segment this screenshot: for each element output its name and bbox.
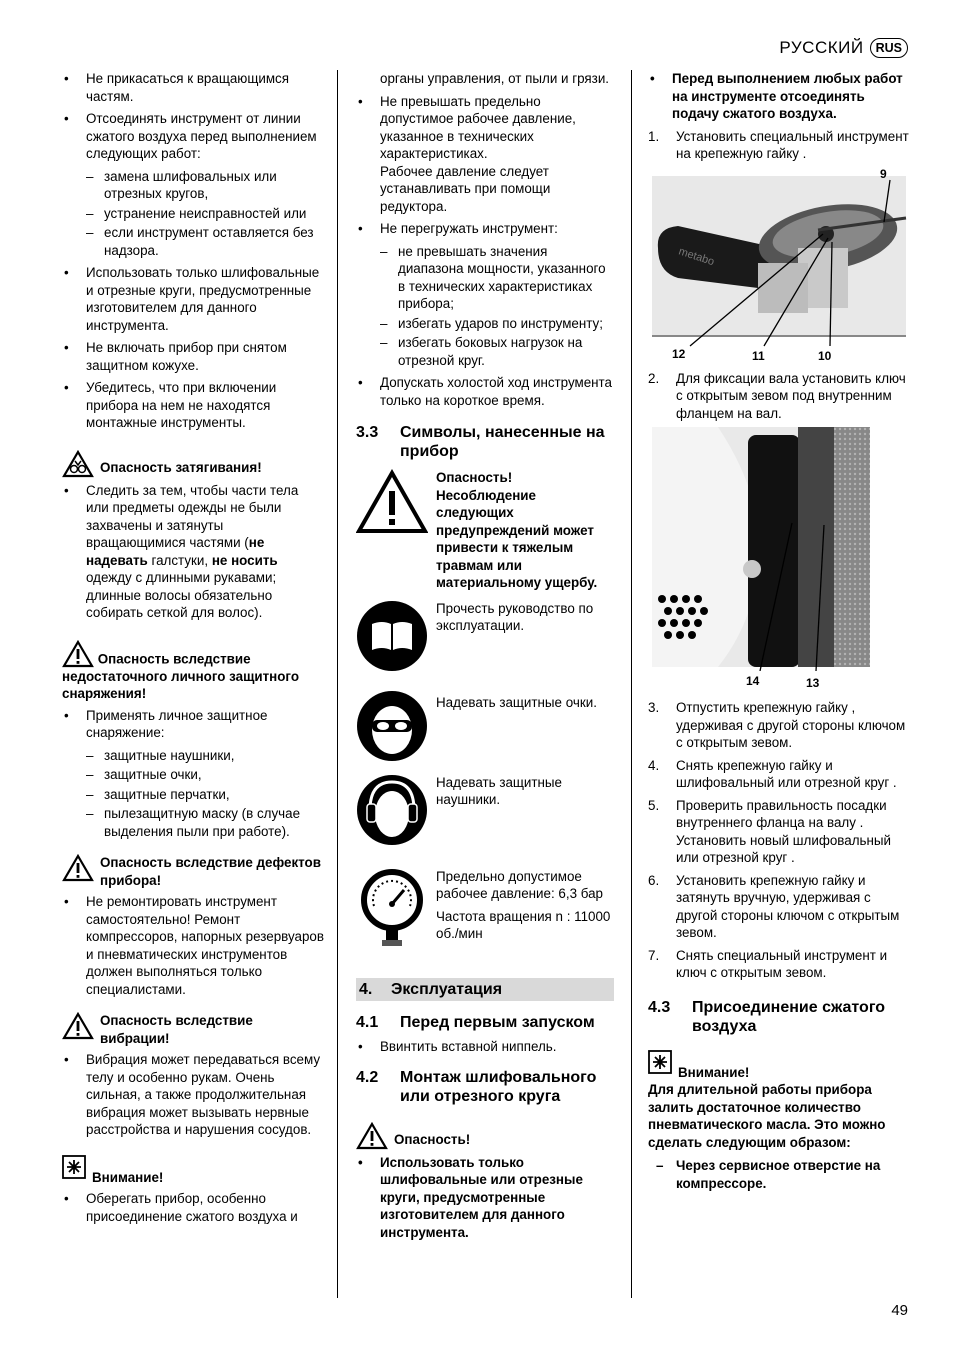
column-left (62, 70, 324, 1230)
section-4-heading: 4. Эксплуатация (356, 978, 614, 1001)
safety-goggles-icon (356, 690, 428, 762)
column-middle (356, 70, 614, 1246)
bullet: • Ввинтить вставной ниппель. (356, 1038, 614, 1056)
warning-triangle-icon (62, 640, 94, 668)
label-9: 9 (880, 166, 887, 181)
step-2: 2. Для фиксации вала установить ключ с открытым зевом под внутренним фланцем на вал. (648, 370, 906, 421)
section-3-3-heading: 3.3 Символы, нанесенные на прибор (356, 424, 605, 460)
step-4: 4. Снять крепежную гайку и шлифовальный или отрезной круг . (648, 757, 897, 790)
bullet: • Не перегружать инструмент: (356, 220, 614, 238)
dash-item: – защитные очки, (62, 766, 324, 784)
figure-grinder-tool (648, 166, 910, 363)
continued-text: органы управления, от пыли и грязи. (380, 71, 610, 86)
language-badge: RUS (870, 38, 908, 58)
notice-body: Для длительной работы прибора залить достаточное количество пневматического масла. Это можно сделать следующим образом: (648, 1082, 886, 1150)
label-12: 12 (672, 346, 686, 361)
ear-protection-icon (356, 774, 428, 846)
label-11: 11 (752, 348, 765, 363)
label-13: 13 (806, 676, 820, 690)
warning-vibration: Опасность вследствие вибрации! (62, 1012, 324, 1047)
page-header (779, 38, 908, 58)
step-7: 7. Снять специальный инструмент и ключ с открытым зевом. (648, 947, 888, 980)
warning-triangle-icon (62, 854, 94, 882)
bullet: • Убедитесь, что при включении прибора на нем не находятся монтажные инструменты. (62, 379, 324, 432)
warning-entanglement: Опасность затягивания! (62, 450, 324, 478)
bullet: • Не превышать предельно допустимое рабочее давление, указанное в технических характеристиках. Рабочее давление следует устанавливать при помощи редуктора. (356, 93, 614, 216)
label-10: 10 (818, 348, 832, 363)
dash-item: – не превышать значения диапазона мощности, указанного в технических характеристиках прибора; (356, 243, 614, 313)
warning-danger: Опасность! (356, 1122, 614, 1150)
grinder-flange-photo (648, 427, 910, 671)
step-6: 6. Установить крепежную гайку и затянуть вручную, удерживая с другой стороны ключом с открытым зевом. (648, 872, 900, 940)
dash-item: – защитные наушники, (62, 747, 324, 765)
label-14: 14 (746, 674, 760, 688)
symbol-ear-protection: Надевать защитные наушники. (356, 774, 614, 860)
step-5: 5. Проверить правильность посадки внутреннего фланца на валу . Установить новый шлифовальный или отрезной круг . (648, 797, 891, 865)
pressure-gauge-icon (356, 868, 428, 948)
symbol-manual: Прочесть руководство по эксплуатации. (356, 600, 614, 676)
bullet: • Следить за тем, чтобы части тела или предметы одежды не были захвачены и затянуты вращающимися частями (не надевать галстуки, не носить одежду с длинными рукавами; длинные волосы обязательно собирать сеткой для волос). (62, 482, 324, 622)
dash-item: – замена шлифовальных или отрезных кругов, (62, 168, 324, 203)
bullet: • Оберегать прибор, особенно присоединение сжатого воздуха и (62, 1190, 324, 1225)
bullet: • Не ремонтировать инструмент самостоятельно! Ремонт компрессоров, напорных резервуаров и пневматических инструментов должен выполняться только специалистами. (62, 893, 324, 998)
bullet: • Вибрация может передаваться всему телу и особенно рукам. Очень сильная, а также продолжительная вибрация может вызывать нервные расстройства и нарушения сосудов. (62, 1051, 324, 1139)
section-4-1-heading: 4.1 Перед первым запуском (356, 1014, 595, 1031)
figure-wrench-flange (648, 427, 910, 693)
bullet: • Использовать только шлифовальные и отрезные круги, предусмотренные изготовителем для данного инструмента. (62, 264, 324, 334)
section-4-2-heading: 4.2 Монтаж шлифовального или отрезного круга (356, 1068, 597, 1105)
warning-protective-gear: Опасность вследствие недостаточного личного защитного снаряжения! (62, 640, 324, 703)
notice-icon (62, 1155, 86, 1179)
bullet: • Не прикасаться к вращающимся частям. (62, 70, 324, 105)
symbol-pressure: Предельно допустимое рабочее давление: 6,3 бар Частота вращения n : 11000 об./мин (356, 868, 614, 953)
danger-triangle-icon (356, 469, 428, 535)
symbol-goggles: Надевать защитные очки. (356, 684, 614, 766)
notice-icon (648, 1050, 672, 1074)
dash-item: – избегать ударов по инструменту; (356, 315, 614, 333)
notice-oil: Внимание! (648, 1050, 910, 1082)
bullet: • Отсоединять инструмент от линии сжатого воздуха перед выполнением следующих работ: (62, 110, 324, 163)
section-4-3-heading: 4.3 Присоединение сжатого воздуха (648, 998, 886, 1035)
svg-text:metabo: metabo (677, 244, 716, 268)
warning-triangle-icon (356, 1122, 388, 1150)
entanglement-warning-icon (62, 450, 94, 478)
bullet: • Использовать только шлифовальные или отрезные круги, предусмотренные изготовителем для данного инструмента. (356, 1154, 614, 1242)
dash-item: – устранение неисправностей или (62, 205, 324, 223)
dash-item: – если инструмент оставляется без надзора. (62, 224, 324, 259)
dash-item: – пылезащитную маску (в случае выделения пыли при работе). (62, 805, 324, 840)
column-divider-2 (631, 70, 632, 1298)
dash-item: – Через сервисное отверстие на компрессоре. (648, 1157, 910, 1192)
bullet: • Применять личное защитное снаряжение: (62, 707, 324, 742)
page-number: 49 (891, 1302, 908, 1319)
dash-item: – избегать боковых нагрузок на отрезной круг. (356, 334, 614, 369)
read-manual-icon (356, 600, 428, 672)
symbol-danger: Опасность! Несоблюдение следующих предупреждений может привести к тяжелым травмам или материальному ущербу. (356, 469, 614, 592)
step-1: 1. Установить специальный инструмент на крепежную гайку . (648, 128, 909, 161)
language-title: РУССКИЙ (779, 38, 864, 58)
column-divider-1 (337, 70, 338, 1298)
warning-defects: Опасность вследствие дефектов прибора! (62, 854, 324, 889)
step-3: 3. Отпустить крепежную гайку , удерживая с другой стороны ключом с открытым зевом. (648, 700, 906, 750)
column-right (648, 70, 910, 1194)
warning-triangle-icon (62, 1012, 94, 1040)
notice-caution: Внимание! (62, 1155, 324, 1187)
bullet: • Допускать холостой ход инструмента только на короткое время. (356, 374, 614, 409)
dash-item: – защитные перчатки, (62, 786, 324, 804)
angle-grinder-photo (648, 168, 910, 356)
bullet: • Не включать прибор при снятом защитном кожухе. (62, 339, 324, 374)
bullet: • Перед выполнением любых работ на инструменте отсоединять подачу сжатого воздуха. (648, 70, 910, 123)
